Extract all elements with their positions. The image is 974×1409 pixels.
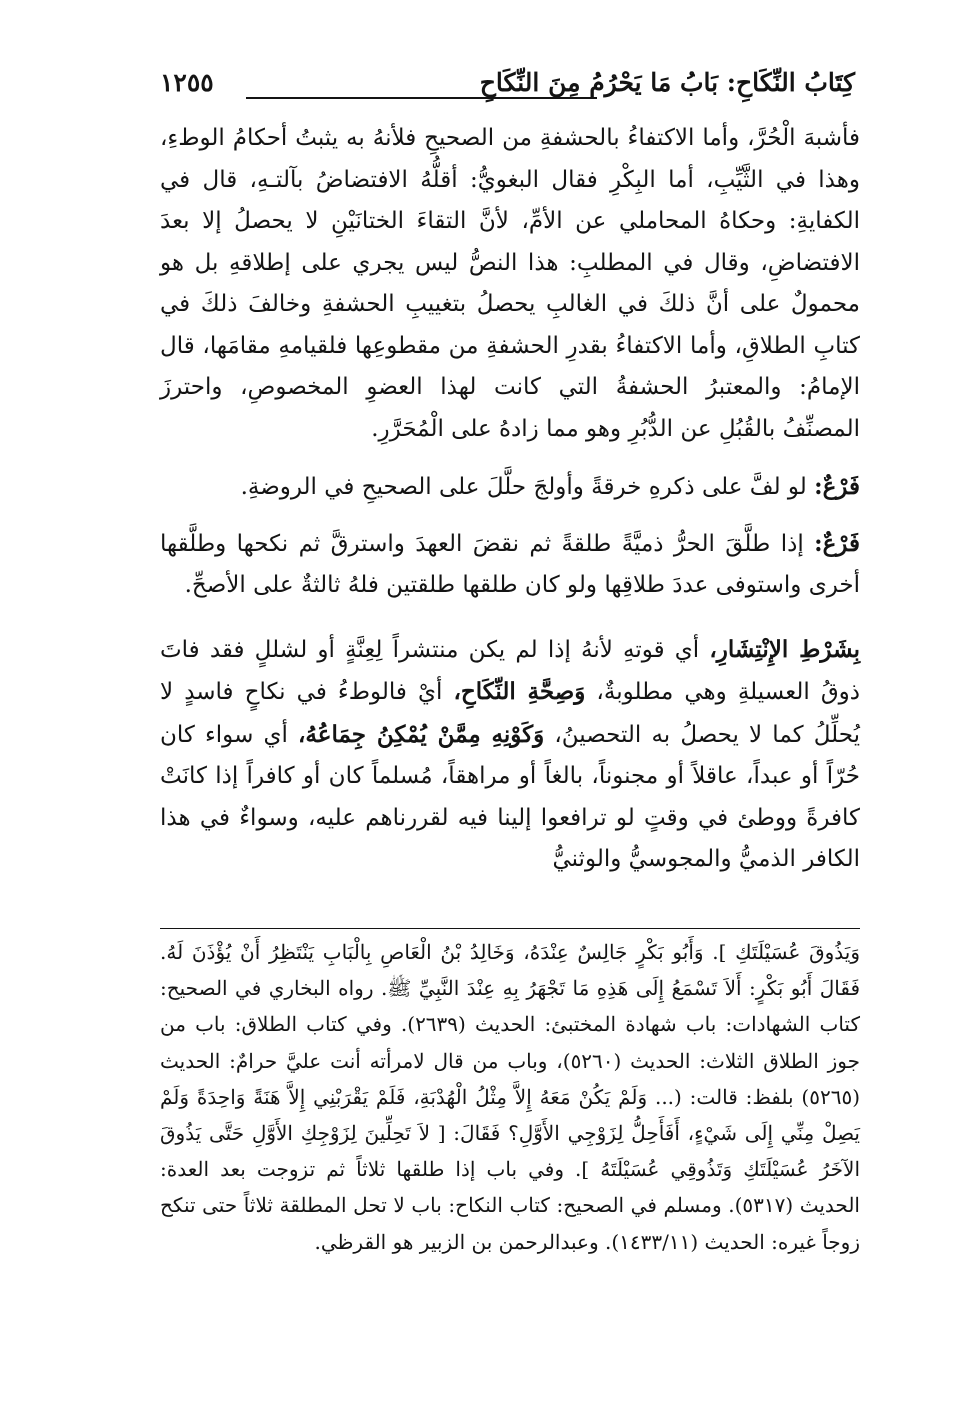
matn-paragraph	[160, 629, 860, 881]
branch-paragraph	[160, 466, 860, 509]
commentary-paragraph: فأشبهَ الْحُرَّ، وأما الاكتفاءُ بالحشفةِ من الصحيحِ فلأنهُ به يثبتُ أحكامُ الوطءِ، وهذا في الثَّيِّبِ، أما البِكْرِ فقال البغويُّ: أقلُّهُ الافتضاضُ بآلتـهِ، قال في الكفايةِ: وحكاهُ المحاملي عن الأمِّ، لأنَّ التقاءَ الختانَيْنِ لا يحصلُ إلا بعدَ الافتضاضِ، وقال في المطلبِ: هذا النصُّ ليس يجري على إطلاقهِ بل هو محمولٌ على أنَّ ذلكَ في الغالبِ يحصلُ بتغييبِ الحشفةِ وخالفَ ذلكَ في كتابِ الطلاقِ، وأما الاكتفاءُ بقدرِ الحشفةِ من مقطوعِها فلقيامهِ مقامَها، قال الإمامُ: والمعتبرُ الحشفةُ التي كانت لهذا العضوِ المخصوصِ، واحترزَ المصنِّفُ بالقُبُلِ عن الدُّبُرِ وهو مما زادهُ على الْمُحَرَّرِ.	[160, 125, 860, 442]
matn-quote: بِشَرْطِ الإِنْتِشَارِ،	[709, 635, 861, 663]
main-text	[160, 118, 860, 881]
branch-text: لو لفَّ على ذكرهِ خرقةً وأولجَ حلَّلَ على الصحيحِ في الروضةِ.	[240, 474, 815, 500]
branch-label: فَرْعٌ:	[814, 529, 860, 557]
footnote-separator	[160, 928, 860, 929]
commentary-text: أي قوتهِ لأنهُ إذا لم يكن منتشراً لِعِنَّةٍ أو لشللٍ فقد فاتَ ذوقُ العسيلةِ وهي مطلوبةٌ،	[160, 636, 861, 705]
matn-quote: وَصِحَّةِ النِّكَاحِ،	[453, 678, 586, 705]
commentary-text: أيْ فالوطءُ في نكاحٍ فاسدٍ لا يُحلِّلُ كما لا يحصلُ به التحصينُ،	[160, 679, 860, 748]
matn-quote: وَكَوْنِهِ مِمَّنْ يُمْكِنُ جِمَاعُهُ،	[298, 720, 545, 748]
running-title: كِتَابُ النِّكَاحِ: بَابُ مَا يَحْرُمُ مِنَ النِّكَاحِ	[479, 68, 855, 97]
commentary-text: أي سواء كان حُرّاً أو عبداً، عاقلاً أو مجنوناً، بالغاً أو مراهقاً، مُسلماً كان أو كافراً إذا كانَتْ كافرةً ووطئ في وقتٍ لو ترافعوا إلينا فيه لقررناهم عليه، وسواءٌ في هذا الكافر الذميُّ والمجوسيُّ والوثنيُّ	[160, 721, 860, 872]
footnotes	[160, 934, 860, 1260]
branch-label: فَرْعٌ:	[814, 473, 860, 500]
branch-paragraph	[160, 523, 860, 607]
page-header	[160, 60, 855, 112]
page-number: ١٢٥٥	[160, 68, 214, 97]
branch-text: إذا طلَّقَ الحرُّ ذميَّةً طلقةً ثم نقضَ العهدَ واسترقَّ ثم نكحها وطلَّقها أخرى واستوفى عددَ طلاقِها ولو كان طلقها طلقتين فلهُ ثالثةٌ على الأصحِّ.	[160, 530, 860, 598]
header-rule	[246, 97, 597, 99]
footnote-text: وَيَذُوقَ عُسَيْلَتَكِ ]. وَأَبُو بَكْرٍ جَالِسٌ عِنْدَهُ، وَخَالِدُ بْنُ الْعَاصِ بِالْبَابِ يَنْتَظِرُ أَنْ يُؤْذَنَ لَهُ. فَقَالَ أَبُو بَكْرٍ: أَلاَ تَسْمَعُ إِلَى هَذِهِ مَا تَجْهَرُ بِهِ عِنْدَ النَّبِيِّ ﷺ. رواه البخاري في الصحيح: كتاب الشهادات: باب شهادة المختبئ: الحديث (٢٦٣٩). وفي كتاب الطلاق: باب من جوز الطلاق الثلاث: الحديث (٥٢٦٠)، وباب من قال لامرأته أنت عليَّ حرامٌ: الحديث (٥٢٦٥) بلفظ: قالت: (... وَلَمْ يَكُنْ مَعَهُ إِلاَّ مِثْلُ الْهُدْبَةِ، فَلَمْ يَقْرَبْنِي إِلاَّ هَنَةً وَاحِدَةً وَلَمْ يَصِلْ مِنِّي إِلَى شَيْءٍ، أَفَأَحِلُّ لِزَوْجِي الأَوَّلِ؟ فَقَالَ: [ لاَ تَحِلِّينَ لِزَوْجِكِ الأَوَّلِ حَتَّى يَذُوقَ الآخَرُ عُسَيْلَتَكِ وَتَذُوقِي عُسَيْلَتَهُ ]. وفي باب إذا طلقها ثلاثاً ثم تزوجت بعد العدة: الحديث (٥٣١٧). ومسلم في الصحيح: كتاب النكاح: باب لا تحل المطلقة ثلاثاً حتى تنكح زوجاً غيره: الحديث (١٤٣٣/١١). وعبدالرحمن بن الزبير هو القرظي.	[160, 940, 860, 1254]
